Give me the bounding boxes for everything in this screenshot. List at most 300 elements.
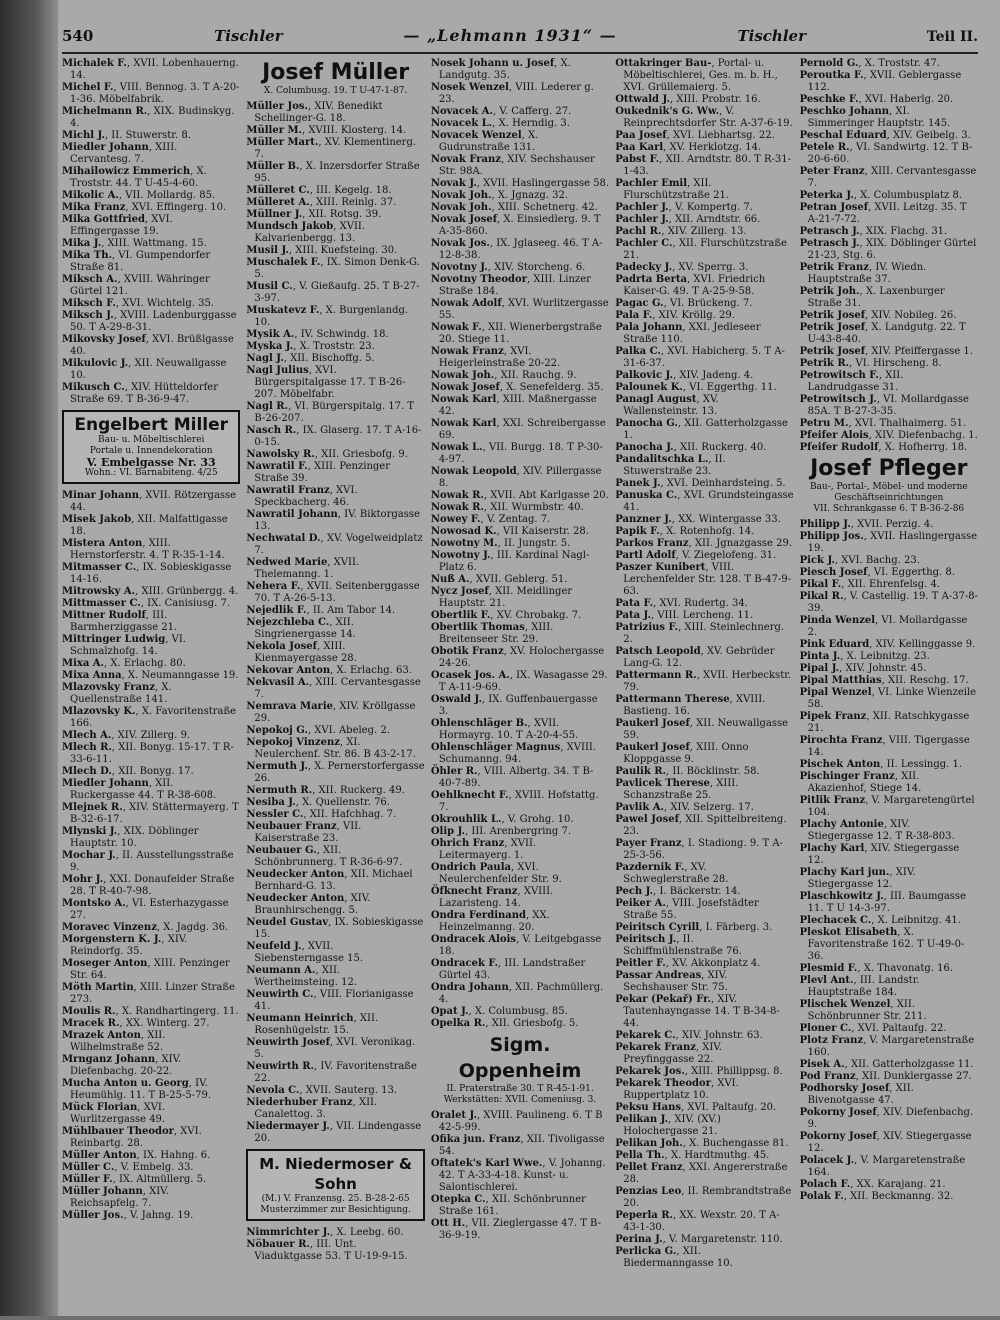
directory-entry: Nermuth R., XII. Ruckerg. 49. [246,785,405,796]
directory-entry: Mittner Rudolf, III. Barmherziggasse 21. [62,610,178,633]
directory-entry: Nowey F., V. Zentag. 7. [430,514,551,525]
directory-entry: Petrik Franz, IV. Wiedn. Hauptstraße 37. [799,262,927,285]
directory-entry: Peperla R., XX. Wexstr. 20. T A-43-1-30. [615,1210,780,1233]
directory-entry: Misek Jakob, XII. Malfattigasse 18. [62,514,228,537]
header-part: Teil II. [926,29,978,45]
banner-line: VII. Schrankgasse 6. T B-36-2-86 [813,504,965,514]
directory-entry: Plechacek C., X. Leibnitzg. 41. [799,915,961,926]
directory-entry: Nekola Josef, XIII. Kienmayergasse 28. [246,641,357,664]
advert-niedermoser [246,1149,424,1221]
directory-entry: Mohr J., XXI. Donaufelder Straße 28. T R-40-7-98. [62,874,235,897]
directory-entry: Nowotny J., III. Kardinal Nagl-Platz 6. [430,550,590,573]
directory-entry: Müllner J., XII. Rotsg. 39. [246,209,382,220]
directory-entry: Mittmasser C., IX. Canisiusg. 7. [62,598,231,609]
directory-entry: Partl Adolf, V. Ziegelofeng. 31. [615,550,777,561]
directory-entry: Neubauer G., XII. Schönbrunnerg. T R-36-6-97. [246,845,403,868]
directory-entry: Nowak R., XII. Wurmbstr. 40. [430,502,584,513]
directory-entry: Öhler R., VIII. Albertg. 34. T B-40-7-89. [430,766,594,789]
directory-entry: Pipal Wenzel, VI. Linke Wienzeile 58. [799,687,977,710]
directory-entry: Pekarek C., XIV. Johnstr. 63. [615,1030,763,1041]
directory-entry: Novacek A., V. Cafferg. 27. [430,106,572,117]
directory-entry: Mysik A., IV. Schwindg. 18. [246,329,389,340]
directory-entry: Plevl Ant., III. Landstr. Hauptstraße 184. [799,975,920,998]
directory-entry: Neufeld J., XVII. Siebensterngasse 15. [246,941,364,964]
directory-entry: Muschalek F., IX. Simon Denk-G. 5. [246,257,420,280]
directory-entry: Moravec Vinzenz, X. Jagdg. 36. [62,922,229,933]
directory-entry: Michalek F., XVII. Lobenhauerng. 14. [62,58,239,81]
directory-entry: Ofika jun. Franz, XII. Tivoligasse 54. [430,1134,605,1157]
directory-entry: Mlazovsky Franz, X. Quellenstraße 141. [62,682,172,705]
directory-entry: Ohrich Franz, XVII. Leitermayerg. 1. [430,838,537,861]
directory-entry: Pachler Emil, XII. Flurschützstraße 21. [615,178,730,201]
directory-entry: Pod Franz, XII. Dunklergasse 27. [799,1071,972,1082]
column-1 [62,58,240,1320]
directory-entry: Pischek Anton, II. Lessingg. 1. [799,759,963,770]
directory-entry: Pfeifer Rudolf, X. Hofherrg. 18. [799,442,968,453]
directory-entry: Ondrich Paula, XVI. Neulerchenfelder Str. 9. [430,862,562,885]
directory-entry: Pisek A., XII. Gatterholzgasse 11. [799,1059,974,1070]
directory-entry: Pikal R., V. Castellig. 19. T A-37-8-39. [799,591,978,614]
column-3-entries-a [431,58,609,1030]
directory-entry: Pirochta Franz, VIII. Tigergasse 14. [799,735,970,758]
directory-entry: Philipp Jos., XVII. Haslingergasse 19. [799,531,978,554]
directory-entry: Mlynski J., XIX. Döblinger Hauptstr. 10. [62,826,199,849]
column-2 [246,58,424,1320]
directory-entry: Pech J., I. Bäckerstr. 14. [615,886,741,897]
directory-entry: Ohlenschläger B., XVII. Hormayrg. 10. T A-20-4-55. [430,718,579,741]
directory-entry: Paa Josef, XVI. Liebhartsg. 22. [615,130,775,141]
directory-entry: Michl J., II. Stuwerstr. 8. [62,130,191,141]
directory-entry: Obertlik Thomas, XIII. Breitenseer Str. 29. [430,622,554,645]
directory-entry: Pernold G., X. Troststr. 47. [799,58,940,69]
advert-title: M. Niedermoser & Sohn [259,1155,412,1193]
advert-line: (M.) V. Franzensg. 25. B-28-2-65 [261,1194,410,1204]
column-2-entries-a [246,101,424,1145]
directory-entry: Peroutka F., XVII. Geblergasse 112. [799,70,962,93]
directory-entry: Pfeifer Alois, XIV. Diefenbachg. 1. [799,430,978,441]
directory-entry: Panzner J., XX. Wintergasse 33. [615,514,781,525]
directory-entry: Nowak Franz, XVI. Heigerleinstraße 20-22. [430,346,561,369]
directory-entry: Muskatevz F., X. Burgenlandg. 10. [246,305,409,328]
directory-entry: Mracek R., XX. Winterg. 27. [62,1018,210,1029]
directory-entry: Piesch Josef, VI. Eggerthg. 8. [799,567,955,578]
directory-entry: Pandalitschka L., II. Stuwerstraße 23. [615,454,726,477]
directory-entry: Mlech R., XII. Bonyg. 15-17. T R-33-6-11. [62,742,234,765]
advert-line: Portale u. Innendekoration [89,446,213,456]
directory-entry: Nejezchleba C., XII. Singrienergasse 14. [246,617,356,640]
directory-entry: Mika Gottfried, XVI. Effingergasse 19. [62,214,173,237]
directory-entry: Plesmid F., X. Thavonatg. 16. [799,963,954,974]
directory-entry: Mrazek Anton, XII. Wilhelmstraße 52. [62,1030,166,1053]
directory-entry: Musil J., XIII. Kuefsteing. 30. [246,245,398,256]
directory-entry: Miedler Johann, XII. Ruckergasse 44. T R-38-608. [62,778,217,801]
directory-entry: Möth Martin, XIII. Linzer Straße 273. [62,982,235,1005]
directory-entry: Pavlicek Therese, XIII. Schanzstraße 25. [615,778,739,801]
directory-entry: Nosek Johann u. Josef, X. Landgutg. 35. [430,58,571,81]
directory-entry: Perlicka G., XII. Biedermanngasse 10. [615,1246,733,1269]
directory-entry: Mlazovsky K., X. Favoritenstraße 166. [62,706,237,729]
directory-entry: Müller Anton, IX. Hahng. 6. [62,1150,211,1161]
directory-entry: Panagl August, XV. Wallensteinstr. 13. [615,394,719,417]
directory-entry: Mikusch C., XIV. Hütteldorfer Straße 69. T B-36-9-47. [62,382,218,405]
directory-entry: Müller Jos., V. Jahng. 19. [62,1210,194,1221]
column-5-entries-b [800,519,978,1203]
directory-entry: Nowak Joh., XII. Rauchg. 9. [430,370,577,381]
directory-entry: Ocasek Jos. A., IX. Wasagasse 29. T A-11-9-69. [430,670,608,693]
directory-entry: Pelikan J., XIV. (XV.) Holochergasse 21. [615,1114,721,1137]
directory-entry: Petrowitsch F., XII. Landrudgasse 31. [799,370,904,393]
directory-entry: Morgenstern K. J., XIV. Reindorfg. 35. [62,934,188,957]
directory-entry: Peschke F., XVI. Haberlg. 20. [799,94,954,105]
directory-entry: Pekarek Theodor, XVI. Ruppertplatz 10. [615,1078,739,1101]
directory-entry: Novak J., XVII. Haslingergasse 58. [430,178,610,189]
directory-entry: Padrta Berta, XVI. Friedrich Kaiser-G. 49. T A-25-9-58. [615,274,766,297]
directory-entry: Petrasch J., XIX. Flachg. 31. [799,226,948,237]
directory-entry: Pink Eduard, XIV. Kellinggasse 9. [799,639,976,650]
directory-entry: Pellet Franz, XXI. Angererstraße 28. [615,1162,788,1185]
directory-entry: Pachler C., XII. Flurschützstraße 21. [615,238,787,261]
directory-entry: Moseger Anton, XIII. Penzinger Str. 64. [62,958,230,981]
banner-title: Sigm. Oppenheim [458,1034,582,1082]
directory-entry: Miksch A., XVIII. Währinger Gürtel 121. [62,274,210,297]
directory-entry: Montsko A., VI. Esterhazygasse 27. [62,898,229,921]
directory-entry: Pachler J., XII. Arndtstr. 66. [615,214,761,225]
directory-entry: Pinta J., X. Leibnitzg. 23. [799,651,930,662]
banner-line: Werkstätten: XVII. Comeniusg. 3. [443,1095,597,1105]
directory-entry: Peiker A., VIII. Josefstädter Straße 55. [615,898,759,921]
directory-entry: Pipal Matthias, XII. Reschg. 17. [799,675,969,686]
banner-title: Josef Pfleger [810,456,968,481]
column-3-entries-b [431,1110,609,1242]
directory-entry: Ott H., VII. Zieglergasse 47. T B-36-9-19. [430,1218,601,1241]
directory-entry: Moulis R., X. Randhartingerg. 11. [62,1006,239,1017]
directory-entry: Nehera F., XVII. Seitenberggasse 70. T A-26-5-13. [246,581,420,604]
directory-entry: Pabst F., XII. Arndtstr. 80. T R-31-1-43. [615,154,791,177]
directory-entry: Minar Johann, XVII. Rötzergasse 44. [62,490,237,513]
directory-columns [62,58,978,1320]
directory-entry: Peschal Eduard, XIV. Geibelg. 3. [799,130,971,141]
directory-entry: Ondra Ferdinand, XX. Heinzelmanng. 20. [430,910,550,933]
directory-entry: Neuwirth C., VIII. Florianigasse 41. [246,989,414,1012]
directory-entry: Nawolsky R., XII. Griesbofg. 9. [246,449,408,460]
directory-entry: Okrouhlik L., V. Grohg. 10. [430,814,574,825]
column-1-entries-b [62,490,240,1222]
directory-entry: Paukerl Josef, XIII. Onno Kloppgasse 9. [615,742,749,765]
directory-entry: Müller C., V. Embelg. 33. [62,1162,194,1173]
banner-line: X. Columbusg. 19. T U-47-1-87. [263,86,408,96]
banner-oppenheim [431,1032,609,1106]
directory-entry: Pachl R., XIV. Zillerg. 13. [615,226,747,237]
directory-entry: Nosek Wenzel, VIII. Lederer g. 23. [430,82,594,105]
column-4 [615,58,793,1320]
directory-entry: Pella Th., X. Hardtmuthg. 45. [615,1150,770,1161]
directory-entry: Mika Th., VI. Gumpendorfer Straße 81. [62,250,211,273]
directory-entry: Nowak Karl, XIII. Maßnergasse 42. [430,394,597,417]
directory-entry: Petrik R., VI. Hirscheng. 8. [799,358,942,369]
directory-entry: Nevola C., XVII. Sauterg. 13. [246,1085,398,1096]
directory-entry: Mixa Anna, X. Neumanngasse 19. [62,670,239,681]
directory-entry: Palounek K., VI. Eggerthg. 11. [615,382,777,393]
column-3 [431,58,609,1320]
advert-engelbert-miller [62,410,240,484]
directory-entry: Petran Josef, XVII. Leitzg. 35. T A-21-7-72. [799,202,967,225]
directory-entry: Pachler J., V. Kompertg. 7. [615,202,753,213]
directory-entry: Novak Franz, XIV. Sechshauser Str. 98A. [430,154,595,177]
directory-entry: Peitler F., XV. Akkonplatz 4. [615,958,761,969]
directory-entry: Michel F., VIII. Bennog. 3. T A-20-1-36. Möbelfabrik. [62,82,240,105]
directory-entry: Nasch R., IX. Glaserg. 17. T A-16-0-15. [246,425,422,448]
directory-entry: Pata F., XVI. Rudertg. 34. [615,598,748,609]
directory-entry: Mühlbauer Theodor, XVI. Reinbartg. 28. [62,1126,202,1149]
directory-entry: Mitrowsky A., XIII. Grünbergg. 4. [62,586,239,597]
directory-entry: Petrowitsch J., VI. Mollardgasse 85A. T B-27-3-35. [799,394,969,417]
directory-entry: Pata J., VIII. Lercheng. 11. [615,610,754,621]
directory-entry: Müller Jos., XIV. Benedikt Schellinger-G. 18. [246,101,383,124]
column-1-entries-a [62,58,240,406]
directory-entry: Pagac G., VI. Brückeng. 7. [615,298,753,309]
directory-entry: Nawratil Franz, XVI. Speckbacherg. 46. [246,485,358,508]
directory-entry: Novacek L., X. Herndig. 3. [430,118,570,129]
directory-entry: Nejedlik F., II. Am Tabor 14. [246,605,396,616]
directory-entry: Pipek Franz, XII. Ratschkygasse 21. [799,711,970,734]
directory-entry: Oukednik's G. Ww., V. Reinprechtsdorfer Str. A-37-6-19. [615,106,793,129]
directory-entry: Petrik Josef, XIV. Nobileg. 26. [799,310,957,321]
header-title: — „Lehmann 1931“ — [403,26,617,45]
directory-entry: Mikovsky Josef, XVI. Brüßlgasse 40. [62,334,234,357]
directory-entry: Patsch Leopold, XV. Gebrüder Lang-G. 12. [615,646,775,669]
directory-entry: Panocha J., XII. Ruckerg. 40. [615,442,767,453]
directory-entry: Müller M., XVIII. Klosterg. 14. [246,125,407,136]
book-binding-shadow [0,0,58,1316]
advert-line: Bau- u. Möbeltischlerei [97,435,205,445]
directory-entry: Novotny J., XIV. Storcheng. 6. [430,262,586,273]
directory-entry: Neudel Gustav, IX. Sobieskigasse 15. [246,917,424,940]
directory-entry: Müller B., X. Inzersdorfer Straße 95. [246,161,420,184]
directory-entry: Novotny Theodor, XIII. Linzer Straße 184. [430,274,591,297]
directory-entry: Mika Franz, XVI. Effingerg. 10. [62,202,227,213]
directory-entry: Novak Josef, X. Einsiedlerg. 9. T A-35-860. [430,214,601,237]
directory-entry: Mikulovic J., XII. Neuwallgasse 10. [62,358,227,381]
directory-entry: Patrizius F., XIII. Steinlechnerg. 2. [615,622,785,645]
directory-entry: Papik F., X. Rotenhofg. 14. [615,526,755,537]
directory-entry: Mlech D., XII. Bonyg. 17. [62,766,194,777]
directory-entry: Petrik Josef, X. Landgutg. 22. T U-43-8-40. [799,322,966,345]
directory-entry: Peterka J., X. Columbusplatz 8. [799,190,962,201]
directory-entry: Müller Johann, XIV. Reichsapfelg. 7. [62,1186,169,1209]
directory-entry: Mülleret A., XIII. Reinlg. 37. [246,197,397,208]
directory-entry: Pavlik A., XIV. Selzerg. 17. [615,802,754,813]
directory-entry: Plachy Antonie, XIV. Stiegergasse 12. T R-38-803. [799,819,955,842]
directory-entry: Neudecker Anton, XII. Michael Bernhard-G. 13. [246,869,413,892]
banner-title: Josef Müller [262,60,410,85]
directory-entry: Nermuth J., X. Pernerstorfergasse 26. [246,761,425,784]
directory-entry: Peter Franz, XIII. Cervantesgasse 7. [799,166,977,189]
directory-entry: Miedler Johann, XIII. Cervantesg. 7. [62,142,178,165]
directory-entry: Pala F., XIV. Kröllg. 29. [615,310,735,321]
directory-entry: Plischek Wenzel, XII. Schönbrunner Str. 211. [799,999,927,1022]
directory-entry: Pikal F., XII. Ehrenfelsg. 4. [799,579,941,590]
directory-entry: Paulik R., II. Böcklinstr. 58. [615,766,760,777]
directory-entry: Mittringer Ludwig, VI. Schmalzhofg. 14. [62,634,186,657]
directory-entry: Nekovar Anton, X. Erlachg. 63. [246,665,412,676]
directory-entry: Nöbauer R., III. Unt. Viaduktgasse 53. T U-19-9-15. [246,1239,408,1262]
directory-entry: Ohlenschläger Magnus, XVIII. Schumanng. 94. [430,742,597,765]
directory-entry: Penzias Leo, II. Rembrandtstraße 20. [615,1186,792,1209]
directory-entry: Paa Karl, XV. Herklotzg. 14. [615,142,762,153]
directory-entry: Parkos Franz, XII. Jgnazgasse 29. [615,538,793,549]
directory-entry: Petru M., XVI. Thalhaimerg. 51. [799,418,967,429]
directory-entry: Nowak Josef, X. Senefelderg. 35. [430,382,604,393]
directory-entry: Ploner C., XVI. Paltaufg. 22. [799,1023,947,1034]
page-number: 540 [62,27,94,45]
directory-entry: Perina J., V. Margaretenstr. 110. [615,1234,783,1245]
column-5 [800,58,978,1320]
directory-entry: Miksch F., XVI. Wichtelg. 35. [62,298,214,309]
directory-entry: Miksch J., XVIII. Ladenburggasse 50. T A-29-8-31. [62,310,237,333]
directory-entry: Mück Florian, XVI. Wurlitzergasse 49. [62,1102,166,1125]
directory-entry: Peiritsch Cyrill, I. Färberg. 3. [615,922,773,933]
directory-entry: Polak F., XII. Beckmanng. 32. [799,1191,954,1202]
directory-entry: Peschko Johann, XI. Simmeringer Hauptstr. 145. [799,106,951,129]
directory-entry: Oftatek's Karl Wwe., V. Johanng. 42. T A-33-4-18. Kunst- u. Salontischlerei. [430,1158,606,1193]
directory-entry: Payer Franz, I. Stadiong. 9. T A-25-3-56. [615,838,783,861]
directory-entry: Mlech A., XIV. Zillerg. 9. [62,730,191,741]
directory-entry: Polach F., XX. Karajang. 21. [799,1179,946,1190]
directory-entry: Nagl Julius, XVI. Bürgerspitalgasse 17. T B-26-207. Möbelfabr. [246,365,406,400]
directory-entry: Niederhuber Franz, XII. Canalettog. 3. [246,1097,378,1120]
directory-entry: Nimmrichter J., X. Leebg. 60. [246,1227,404,1238]
directory-entry: Pischinger Franz, XII. Akazienhof, Stiege 14. [799,771,922,794]
directory-entry: Novak Jos., IX. Jglaseeg. 46. T A-12-8-38. [430,238,603,261]
directory-entry: Pokorny Josef, XIV. Stiegergasse 12. [799,1131,972,1154]
directory-entry: Nechwatal D., XV. Vogelweidplatz 7. [246,533,423,556]
directory-entry: Ottakringer Bau-, Portal- u. Möbeltischlerei, Ges. m. b. H., XVI. Grüllemaierg. 5. [615,58,778,93]
directory-entry: Musil C., V. Gießaufg. 25. T B-27-3-97. [246,281,420,304]
header-left-word: Tischler [214,27,283,45]
directory-entry: Nowotny M., II. Jungstr. 5. [430,538,571,549]
directory-entry: Ondracek Alois, V. Leitgebgasse 18. [430,934,602,957]
directory-entry: Passar Andreas, XIV. Sechshauser Str. 75. [615,970,728,993]
directory-entry: Novak Joh., XIII. Schetnerg. 42. [430,202,598,213]
directory-entry: Palkovic J., XIV. Jadeng. 4. [615,370,754,381]
directory-entry: Neuwirth R., IV. Favoritenstraße 22. [246,1061,417,1084]
directory-entry: Mrnganz Johann, XIV. Diefenbachg. 20-22. [62,1054,182,1077]
banner-line: Bau-, Portal-, Möbel- und moderne Geschäftseinrichtungen [809,482,968,503]
directory-entry: Paukerl Josef, XII. Neuwallgasse 59. [615,718,789,741]
directory-entry: Müller Mart., XV. Klementinerg. 7. [246,137,417,160]
directory-entry: Peksu Hans, XVI. Paltaufg. 20. [615,1102,777,1113]
directory-entry: Neuwirth Josef, XVI. Veronikag. 5. [246,1037,416,1060]
directory-entry: Novak Joh., X. Jgnazg. 32. [430,190,569,201]
directory-entry: Neudecker Anton, XIV. Braunhirschengg. 5. [246,893,371,916]
directory-entry: Nowosad K., VII Kaiserstr. 28. [430,526,589,537]
directory-entry: Peiritsch J., II. Schiffmühlenstraße 76. [615,934,742,957]
directory-entry: Panuska C., XVI. Grundsteingasse 41. [615,490,794,513]
directory-entry: Petrik Josef, XIV. Pfeiffergasse 1. [799,346,973,357]
directory-entry: Nycz Josef, XII. Meidlinger Hauptstr. 21. [430,586,573,609]
directory-entry: Pattermann R., XVII. Herbeckstr. 79. [615,670,792,693]
column-5-entries-a [800,58,978,454]
directory-entry: Petrasch J., XIX. Döblinger Gürtel 21-23, Stg. 6. [799,238,977,261]
directory-entry: Mucha Anton u. Georg, IV. Heumühlg. 11. T B-25-5-79. [62,1078,211,1101]
directory-entry: Nesiba J., X. Quellenstr. 76. [246,797,390,808]
banner-line: II. Praterstraße 30. T R-45-1-91. [446,1084,594,1094]
directory-entry: Ottwald J., XIII. Probstr. 16. [615,94,761,105]
directory-entry: Oehlknecht F., XVIII. Hofstattg. 7. [430,790,599,813]
column-4-entries-a [615,58,793,1270]
directory-entry: Michelmann R., XIX. Budinskyg. 4. [62,106,235,129]
directory-entry: Plachy Karl, XIV. Stiegergasse 12. [799,843,960,866]
directory-entry: Nagl J., XII. Bischoffg. 5. [246,353,375,364]
directory-entry: Opat J., X. Columbusg. 85. [430,1006,568,1017]
directory-entry: Plotz Franz, V. Margaretenstraße 160. [799,1035,975,1058]
directory-entry: Pekarek Franz, XIV. Preyfinggasse 22. [615,1042,722,1065]
directory-entry: Nuß A., XVII. Geblerg. 51. [430,574,568,585]
directory-entry: Öfknecht Franz, XVIII. Lazaristeng. 14. [430,886,554,909]
directory-entry: Mülleret C., III. Kegelg. 18. [246,185,392,196]
directory-entry: Petele R., VI. Sandwirtg. 12. T B-20-6-60. [799,142,973,165]
advert-line: Wohn.: VI. Barnabiteng. 4/25 [84,468,218,478]
directory-entry: Pekarek Jos., XIII. Phillippsg. 8. [615,1066,783,1077]
directory-entry: Nowak F., XII. Wienerbergstraße 20. Stiege 11. [430,322,602,345]
directory-entry: Nemrava Marie, XIV. Kröllgasse 29. [246,701,416,724]
directory-entry: Paszer Kunibert, VIII. Lerchenfelder Str. 128. T B-47-9-63. [615,562,792,597]
directory-entry: Palka C., XVI. Habicherg. 5. T A-31-6-37. [615,346,785,369]
directory-entry: Niedermayer J., VII. Lindengasse 20. [246,1121,422,1144]
page-header [62,26,978,54]
directory-entry: Nepokoj Vinzenz, XI. Neulerchenf. Str. 86. B 43-2-17. [246,737,416,760]
directory-entry: Mochar J., II. Ausstellungsstraße 9. [62,850,234,873]
directory-entry: Nessler C., XII. Hafchhag. 7. [246,809,397,820]
directory-entry: Mika J., XIII. Wattmang. 15. [62,238,207,249]
directory-entry: Pinda Wenzel, VI. Mollardgasse 2. [799,615,968,638]
directory-entry: Philipp J., XVII. Perzig. 4. [799,519,934,530]
directory-entry: Nawratil F., XIII. Penzinger Straße 39. [246,461,390,484]
advert-line: Musterzimmer zur Besichtigung. [260,1205,411,1215]
directory-entry: Otepka C., XII. Schönbrunner Straße 161. [430,1194,586,1217]
directory-entry: Panek J., XVI. Deinhardsteing. 5. [615,478,786,489]
directory-entry: Pitlik Franz, V. Margaretengürtel 104. [799,795,975,818]
directory-entry: Pazdernik F., XV. Schweglerstraße 28. [615,862,729,885]
directory-entry: Pleskot Elisabeth, X. Favoritenstraße 162. T U-49-0-36. [799,927,965,962]
directory-entry: Neubauer Franz, VII. Kaiserstraße 23. [246,821,362,844]
directory-entry: Polacek J., V. Margaretenstraße 164. [799,1155,966,1178]
directory-entry: Opelka R., XII. Griesbofg. 5. [430,1018,579,1029]
directory-entry: Nowak Leopold, XIV. Pillergasse 8. [430,466,602,489]
directory-entry: Plaschkowitz J., III. Baumgasse 11. T U 14-3-97. [799,891,966,914]
directory-entry: Oswald J., IX. Guffenbauergasse 3. [430,694,598,717]
directory-entry: Nowak Adolf, XVI. Wurlitzergasse 55. [430,298,609,321]
directory-entry: Pattermann Therese, XVIII. Bastieng. 16. [615,694,766,717]
directory-entry: Padecky J., XV. Sperrg. 3. [615,262,749,273]
banner-josef-mueller [246,60,424,97]
directory-entry: Nepokoj G., XVI. Abeleg. 2. [246,725,390,736]
directory-entry: Nekvasil A., XIII. Cervantesgasse 7. [246,677,421,700]
header-right-word: Tischler [737,27,806,45]
directory-entry: Ondra Johann, XII. Pachmüllerg. 4. [430,982,604,1005]
directory-entry: Pick J., XVI. Bachg. 23. [799,555,920,566]
directory-entry: Mikolic A., VII. Mollardg. 85. [62,190,216,201]
directory-entry: Nowak R., XVII. Abt Karlgasse 20. [430,490,609,501]
directory-entry: Mistera Anton, XIII. Hernstorferstr. 4. T R-35-1-14. [62,538,225,561]
directory-entry: Nedwed Marie, XVII. Thelemanng. 1. [246,557,360,580]
banner-josef-pfleger [800,456,978,515]
directory-entry: Nowak Karl, XXI. Schreibergasse 69. [430,418,606,441]
directory-entry: Panocha G., XII. Gatterholzgasse 1. [615,418,788,441]
directory-entry: Pipal J., XIV. Johnstr. 45. [799,663,927,674]
directory-entry: Myska J., X. Troststr. 23. [246,341,375,352]
directory-entry: Plachy Karl jun., XIV. Stiegergasse 12. [799,867,916,890]
